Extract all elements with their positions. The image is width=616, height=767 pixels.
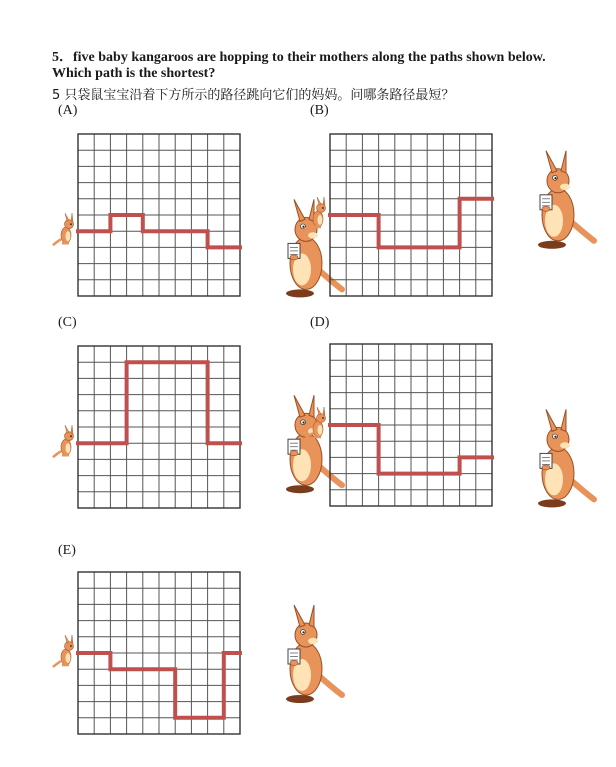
option-label-c: (C) (58, 315, 77, 330)
option-label-d: (D) (310, 315, 330, 330)
baby-kangaroo-icon (305, 197, 326, 229)
baby-kangaroo-icon (53, 425, 74, 457)
panel-d (304, 340, 554, 520)
question-line-cn: 5 只袋鼠宝宝沿着下方所示的路径跳向它们的妈妈。问哪条路径最短？ (52, 88, 455, 103)
question-line-en-2: Which path is the shortest? (52, 66, 216, 81)
option-label-e: (E) (58, 543, 76, 558)
panel-b (304, 130, 554, 310)
baby-kangaroo-icon (53, 213, 74, 245)
option-label-a: (A) (58, 103, 78, 118)
panel-c (52, 342, 302, 522)
grid (78, 134, 240, 296)
baby-kangaroo-icon (53, 635, 74, 667)
panel-e (52, 568, 302, 748)
mother-kangaroo-icon (286, 605, 342, 703)
mother-kangaroo-icon (538, 409, 594, 507)
grid (78, 346, 240, 508)
mother-kangaroo-icon (538, 151, 594, 249)
panel-a (52, 130, 302, 310)
question-line-en: 5．five baby kangaroos are hopping to their mothers along the paths shown below. (52, 50, 546, 65)
option-label-b: (B) (310, 103, 329, 118)
baby-kangaroo-icon (305, 407, 326, 439)
